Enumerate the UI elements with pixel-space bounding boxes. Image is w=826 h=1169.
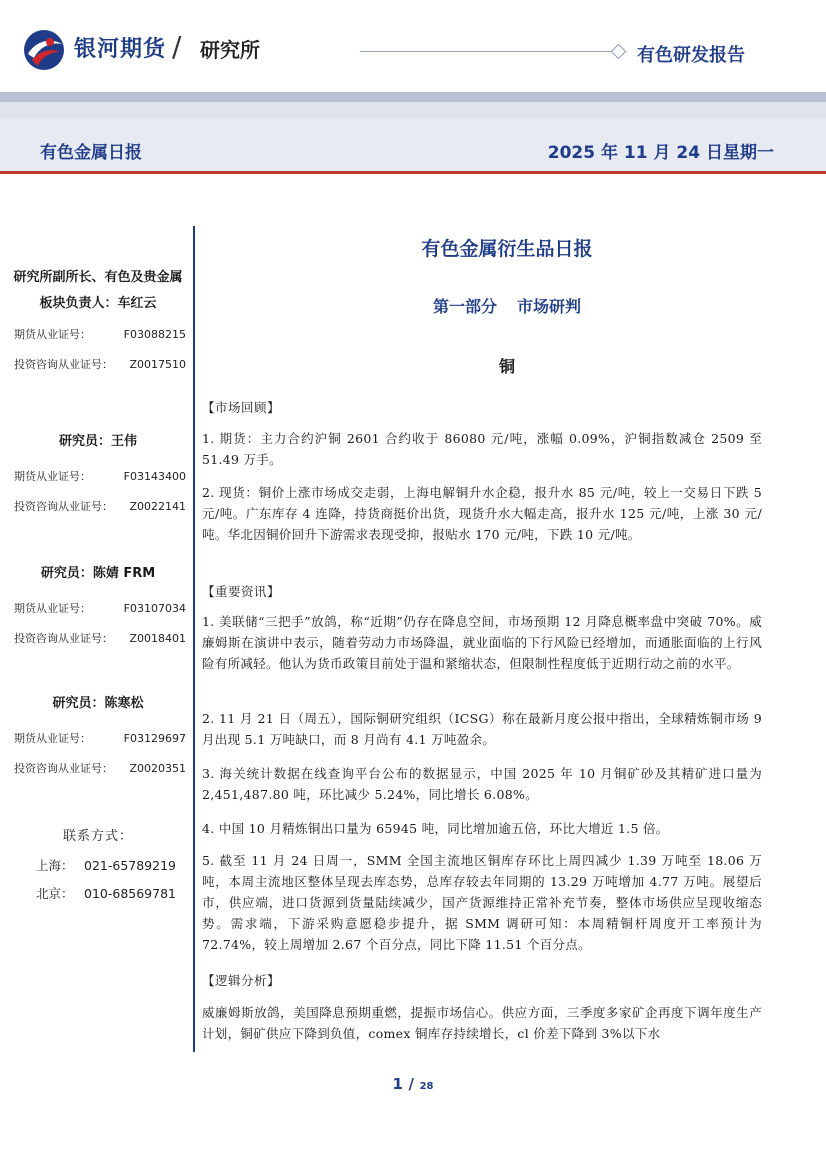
news-paragraph: 1. 美联储“三把手”放鸽，称“近期”仍存在降息空间，市场预期 12 月降息概率盘中突破 70%。威廉姆斯在演讲中表示，随着劳动力市场降温，就业面临的下行风险已经增加，而通胀面临的上行风险有所减轻。他认为货币政策目前处于温和紧缩状态，但限制性程度低于近期行动之前的水平。 <box>202 614 762 671</box>
license-row <box>10 761 186 777</box>
galaxy-logo-icon <box>22 28 66 72</box>
license-row <box>10 499 186 515</box>
license-label: 期货从业证号： <box>14 470 91 483</box>
contact-row <box>10 858 186 874</box>
page-total: 28 <box>419 1081 434 1092</box>
logic-paragraph: 威廉姆斯放鸽，美国降息预期重燃，提振市场信心。供应方面，三季度多家矿企再度下调年度生产计划，铜矿供应下降到负值，comex 铜库存持续增长，cl 价差下降到 3%以下水 <box>202 1005 762 1041</box>
institute-name: 研究所 <box>200 38 260 62</box>
contact-phone: 010-68569781 <box>84 886 176 901</box>
license-row <box>10 731 186 747</box>
metal-heading: 铜 <box>498 357 515 376</box>
license-label: 投资咨询从业证号： <box>14 762 113 775</box>
license-label: 期货从业证号： <box>14 602 91 615</box>
review-paragraph: 2. 现货：铜价上涨市场成交走弱，上海电解铜升水企稳，报升水 85 元/吨，较上一交易日下跌 5 元/吨。广东库存 4 连降，持货商挺价出货，现货升水大幅走高，报升水 125 元/吨，上涨 30 元/吨。华北因铜价回升下游需求表现受抑，报贴水 170 元/吨，下跌 10 元/吨。 <box>202 485 762 542</box>
section-market-review: 【市场回顾】 <box>202 400 281 415</box>
part-label: 第一部分 <box>432 297 497 316</box>
license-row <box>10 469 186 485</box>
analyst-card <box>10 429 186 515</box>
license-row <box>10 601 186 617</box>
page-separator: / <box>408 1075 414 1093</box>
brand-separator: / <box>172 30 182 63</box>
license-value: Z0022141 <box>129 500 186 513</box>
license-label: 投资咨询从业证号： <box>14 632 113 645</box>
license-value: F03088215 <box>123 328 186 341</box>
report-subtitle: 有色金属日报 <box>40 143 142 163</box>
license-value: Z0018401 <box>129 632 186 645</box>
news-paragraph: 5. 截至 11 月 24 日周一，SMM 全国主流地区铜库存环比上周四减少 1.39 万吨至 18.06 万吨，本周主流地区整体呈现去库态势，总库存较去年同期的 13.29 万吨增加 4.77 万吨。展望后市，供应端，进口货源到货量陆续减少，国产货源维持正常补充节奏，整体市场供应呈现收缩态势。需求端，下游采购意愿稳步提升，据 SMM 调研可知：本周精铜杆周度开工率预计为 72.74%，较上周增加 2.67 个百分点，同比下降 11.51 个百分点。 <box>202 853 762 952</box>
news-paragraph: 4. 中国 10 月精炼铜出口量为 65945 吨，同比增加逾五倍，环比大增近 1.5 倍。 <box>202 821 669 836</box>
license-value: F03107034 <box>123 602 186 615</box>
document-title: 有色金属衍生品日报 <box>421 238 593 260</box>
contact-phone: 021-65789219 <box>84 858 176 873</box>
analyst-card <box>10 561 186 647</box>
contact-row <box>10 886 186 902</box>
section-news: 【重要资讯】 <box>202 584 281 599</box>
header-rule <box>360 51 618 52</box>
contact-label: 北京： <box>36 886 74 901</box>
header-band-light <box>0 102 826 118</box>
license-value: F03129697 <box>123 732 186 745</box>
report-date: 2025 年 11 月 24 日星期一 <box>547 143 774 163</box>
license-value: Z0020351 <box>129 762 186 775</box>
analyst-title: 研究所副所长、有色及贵金属板块负责人：车红云 <box>13 270 183 311</box>
contact-info <box>10 825 186 914</box>
license-row <box>10 327 186 343</box>
report-header <box>0 0 826 92</box>
analyst-title: 研究员：王伟 <box>58 434 137 449</box>
part-name: 市场研判 <box>517 297 582 316</box>
review-paragraph: 1. 期货：主力合约沪铜 2601 合约收于 86080 元/吨，涨幅 0.09%，沪铜指数减仓 2509 至 51.49 万手。 <box>202 431 762 467</box>
contact-label: 上海： <box>36 858 74 873</box>
license-value: Z0017510 <box>129 358 186 371</box>
license-value: F03143400 <box>123 470 186 483</box>
news-paragraph: 2. 11 月 21 日（周五），国际铜研究组织（ICSG）称在最新月度公报中指出，全球精炼铜市场 9 月出现 5.1 万吨缺口，而 8 月尚有 4.1 万吨盈余。 <box>202 711 762 747</box>
license-row <box>10 631 186 647</box>
license-label: 投资咨询从业证号： <box>14 358 113 371</box>
page-current: 1 <box>392 1075 403 1093</box>
vertical-divider <box>193 226 195 1052</box>
license-label: 投资咨询从业证号： <box>14 500 113 513</box>
brand-name: 银河期货 <box>74 37 167 62</box>
news-paragraph: 3. 海关统计数据在线查询平台公布的数据显示，中国 2025 年 10 月铜矿砂及其精矿进口量为 2,451,487.80 吨，环比减少 5.24%，同比增长 6.08%。 <box>202 766 762 802</box>
license-row <box>10 357 186 373</box>
section-logic: 【逻辑分析】 <box>202 973 281 988</box>
license-label: 期货从业证号： <box>14 732 91 745</box>
analyst-title: 研究员：陈寒松 <box>52 696 144 711</box>
subtitle-bar <box>0 118 826 174</box>
part-heading <box>200 294 814 317</box>
page-number <box>0 1074 826 1093</box>
contact-title: 联系方式： <box>62 829 133 844</box>
report-type: 有色研发报告 <box>637 45 745 66</box>
diamond-icon <box>611 44 627 60</box>
analyst-card <box>10 265 186 373</box>
header-band <box>0 92 826 102</box>
analyst-title: 研究员：陈婧 FRM <box>40 566 156 581</box>
analyst-card <box>10 691 186 777</box>
license-label: 期货从业证号： <box>14 328 91 341</box>
